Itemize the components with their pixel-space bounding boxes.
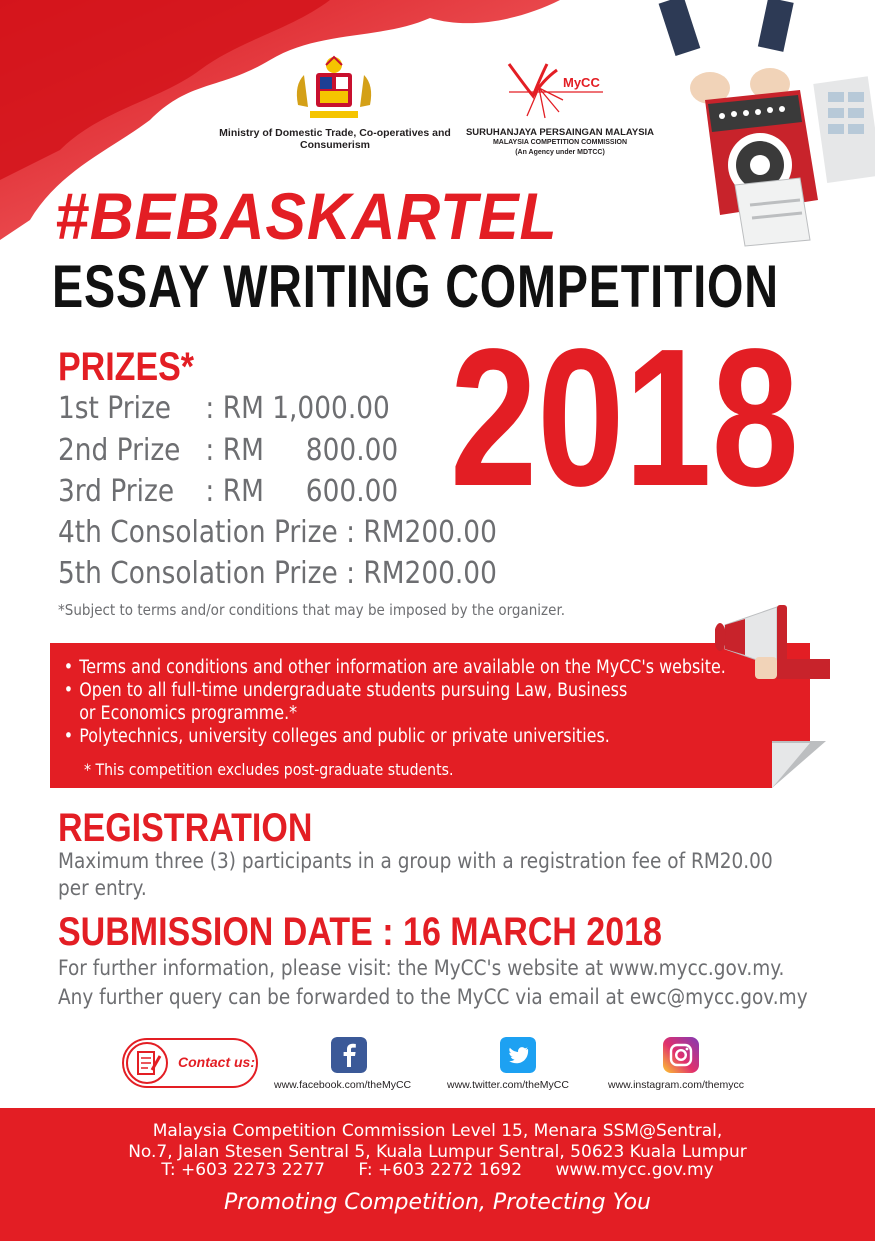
footer-address-line: No.7, Jalan Stesen Sentral 5, Kuala Lumpur Sentral, 50623 Kuala Lumpur bbox=[128, 1142, 747, 1162]
registration-line: per entry. bbox=[58, 876, 147, 901]
typewriter-illustration bbox=[650, 0, 875, 250]
prize-separator: : bbox=[197, 474, 223, 509]
prize-row bbox=[58, 391, 390, 427]
prize-name: 4th Consolation Prize bbox=[58, 515, 338, 550]
footer-tagline: Promoting Competition, Protecting You bbox=[223, 1190, 651, 1215]
banner-list bbox=[62, 656, 834, 748]
prize-separator: : bbox=[337, 515, 364, 550]
competition-year: 2018 bbox=[450, 308, 799, 527]
prize-row bbox=[58, 556, 497, 592]
mycc-logo bbox=[503, 56, 613, 124]
footer-address-line: Malaysia Competition Commission Level 15, Menara SSM@Sentral, bbox=[152, 1121, 723, 1141]
prize-name: 1st Prize bbox=[58, 391, 172, 426]
twitter-icon[interactable] bbox=[500, 1037, 536, 1073]
commission-agency: (An Agency under MDTCC) bbox=[515, 149, 605, 156]
commission-name-en: MALAYSIA COMPETITION COMMISSION bbox=[492, 139, 628, 146]
prize-amount: RM200.00 bbox=[363, 515, 497, 550]
commission-name: SURUHANJAYA PERSAINGAN MALAYSIA bbox=[465, 127, 655, 138]
banner-note: * This competition excludes post-graduate students. bbox=[84, 760, 454, 779]
banner-item-line: or Economics programme.* bbox=[79, 703, 298, 724]
prize-row bbox=[58, 433, 398, 469]
facebook-icon[interactable] bbox=[331, 1037, 367, 1073]
ministry-name: Ministry of Domestic Trade, Co-operatives and Consumerism bbox=[219, 127, 451, 151]
prize-separator: : bbox=[197, 433, 223, 468]
prizes-heading: PRIZES* bbox=[58, 345, 195, 389]
registration-line: Maximum three (3) participants in a group with a registration fee of RM20.00 bbox=[58, 849, 773, 874]
footer-telephone: T: +603 2273 2277 bbox=[161, 1160, 325, 1180]
competition-title: ESSAY WRITING COMPETITION bbox=[52, 253, 779, 320]
footer-fax: F: +603 2272 1692 bbox=[358, 1160, 523, 1180]
malaysia-crest-logo bbox=[284, 55, 384, 123]
footer-contacts bbox=[0, 1160, 875, 1180]
registration-heading: REGISTRATION bbox=[58, 806, 313, 850]
prize-separator: : bbox=[337, 556, 364, 591]
commission-label bbox=[455, 128, 665, 158]
instagram-icon[interactable] bbox=[663, 1037, 699, 1073]
facebook-link[interactable]: www.facebook.com/theMyCC bbox=[274, 1079, 412, 1091]
info-line-email: Any further query can be forwarded to the MyCC via email at ewc@mycc.gov.my bbox=[58, 985, 808, 1010]
prize-amount: RM 800.00 bbox=[222, 433, 399, 468]
registration-text bbox=[58, 848, 832, 902]
prize-name: 2nd Prize bbox=[58, 433, 181, 468]
mycc-logo-text: MyCC bbox=[563, 75, 600, 90]
twitter-link[interactable]: www.twitter.com/theMyCC bbox=[447, 1079, 569, 1091]
banner-item-line: Open to all full-time undergraduate students pursuing Law, Business bbox=[79, 680, 628, 701]
prize-separator: : bbox=[197, 391, 223, 426]
banner-item: • Polytechnics, university colleges and public or private universities. bbox=[62, 725, 726, 748]
banner-item: • Terms and conditions and other information are available on the MyCC's website. bbox=[62, 656, 726, 679]
footer-website[interactable]: www.mycc.gov.my bbox=[555, 1160, 714, 1180]
prize-name: 3rd Prize bbox=[58, 474, 175, 509]
prize-amount: RM 600.00 bbox=[222, 474, 399, 509]
prize-amount: RM 1,000.00 bbox=[222, 391, 390, 426]
prize-name: 5th Consolation Prize bbox=[58, 556, 338, 591]
hashtag-title: #BEBASKARTEL bbox=[55, 179, 558, 253]
prize-row bbox=[58, 474, 398, 510]
submission-heading: SUBMISSION DATE : 16 MARCH 2018 bbox=[58, 910, 662, 954]
contact-label: Contact us: bbox=[178, 1054, 255, 1070]
prizes-disclaimer: *Subject to terms and/or conditions that may be imposed by the organizer. bbox=[58, 601, 566, 619]
banner-item bbox=[62, 679, 726, 725]
prize-amount: RM200.00 bbox=[363, 556, 497, 591]
instagram-link[interactable]: www.instagram.com/themycc bbox=[608, 1079, 744, 1091]
info-line-website: For further information, please visit: the MyCC's website at www.mycc.gov.my. bbox=[58, 956, 785, 981]
prize-row bbox=[58, 515, 497, 551]
